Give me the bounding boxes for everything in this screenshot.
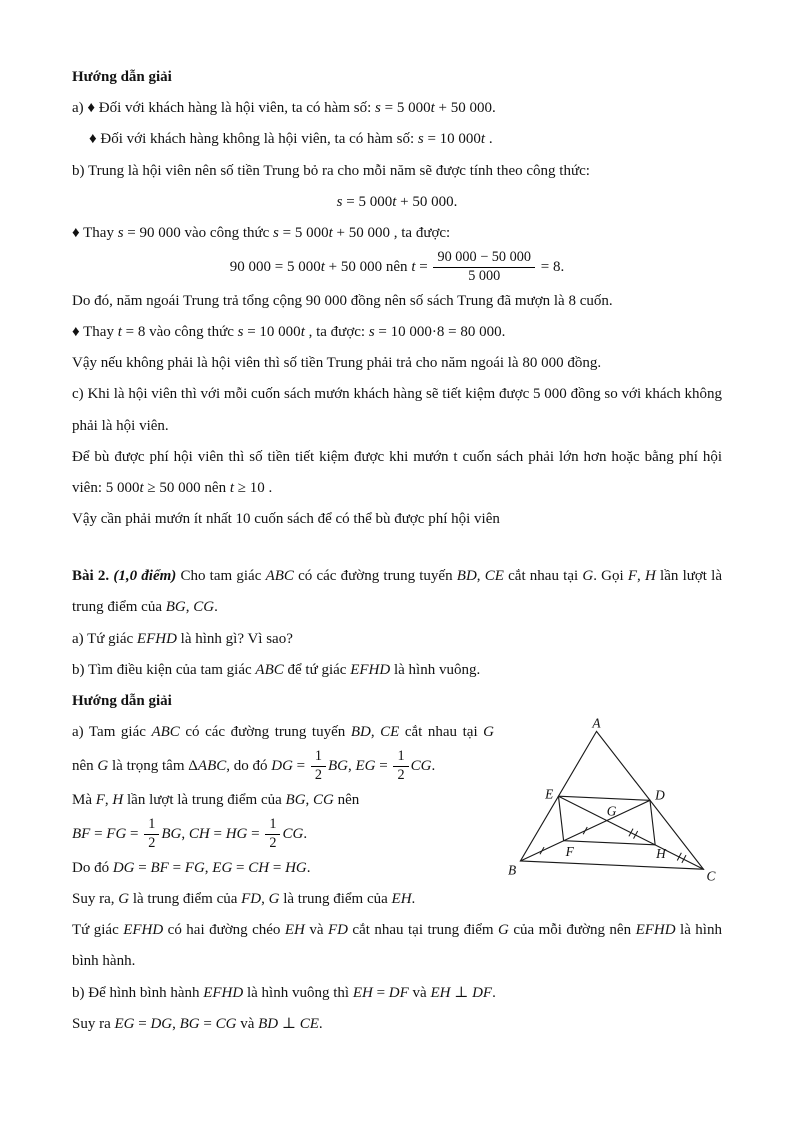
doc-paragraph: Vậy nếu không phải là hội viên thì số tiền Trung phải trả cho năm ngoái là 80 000 đồng. xyxy=(72,355,602,372)
formula-line: 90 000 = 5 000t + 50 000 nên t = $\frac{90 000 - 50 000}{5 000}$ = 8. xyxy=(229,249,565,284)
solution-heading-2: Hướng dẫn giải xyxy=(72,693,172,709)
doc-paragraph: Do đó DG = BF = FG, EG = CH = HG. xyxy=(72,859,311,876)
doc-paragraph: Để bù được phí hội viên thì số tiền tiết kiệm được khi mướn t cuốn sách phải lớn hơn hoặc bằng phí hội viên: 5 000t ≥ 50 000 nên t ≥ 10 . xyxy=(72,448,722,496)
segment-ef xyxy=(558,796,563,841)
doc-paragraph: Suy ra EG = DG, BG = CG và BD ⊥ CE. xyxy=(72,1015,323,1032)
segment-ed xyxy=(558,796,650,800)
doc-paragraph: b) Tìm điều kiện của tam giác ABC để tứ giác EFHD là hình vuông. xyxy=(72,661,481,678)
diagram-label-h: H xyxy=(656,846,666,862)
doc-paragraph: Do đó, năm ngoái Trung trả tổng cộng 90 000 đồng nên số sách Trung đã mượn là 8 cuốn. xyxy=(72,292,613,309)
doc-paragraph: Vậy cần phải mướn ít nhất 10 cuốn sách để có thể bù được phí hội viên xyxy=(72,511,500,528)
doc-paragraph: a) ♦ Đối với khách hàng là hội viên, ta có hàm số: s = 5 000t + 50 000. xyxy=(72,100,496,117)
diagram-label-a: A xyxy=(592,717,601,731)
segment-hd xyxy=(650,800,655,845)
diagram-label-f: F xyxy=(565,844,574,860)
solution-heading-1: Hướng dẫn giải xyxy=(72,69,172,85)
doc-paragraph: ♦ Đối với khách hàng không là hội viên, ta có hàm số: s = 10 000t . xyxy=(89,131,493,148)
doc-paragraph: a) Tam giác ABC có các đường trung tuyến BD, CE cắt nhau tại G nên G là trọng tâm ΔABC, do đó DG = $\frac{1}{2}$ BG, EG = $\frac{1}{2}$ CG. xyxy=(72,724,495,784)
formula-line: s = 5 000t + 50 000. xyxy=(336,193,458,210)
doc-paragraph: Mà F, H lần lượt là trung điểm của BG, CG nên xyxy=(72,792,360,808)
doc-paragraph: Tứ giác EFHD có hai đường chéo EH và FD cắt nhau tại trung điểm G của mỗi đường nên EFHD là hình bình hành. xyxy=(72,922,722,970)
diagram-label-b: B xyxy=(508,862,517,878)
diagram-label-e: E xyxy=(545,786,554,802)
doc-paragraph: BF = FG = $\frac{1}{2}$ BG, CH = HG = $\frac{1}{2}$ CG. xyxy=(72,816,308,851)
problem-2-statement: Bài 2. (1,0 điểm) Cho tam giác ABC có các đường trung tuyến BD, CE cắt nhau tại G. Gọi F, H lần lượt là trung điểm của BG, CG. xyxy=(72,568,722,616)
doc-paragraph: c) Khi là hội viên thì với mỗi cuốn sách mướn khách hàng sẽ tiết kiệm được 5 000 đồng so với khách không phải là hội viên. xyxy=(72,386,722,434)
segment-fh xyxy=(564,841,656,845)
tick-fg xyxy=(583,827,587,834)
diagram-label-g: G xyxy=(606,803,617,819)
doc-paragraph: ♦ Thay s = 90 000 vào công thức s = 5 000t + 50 000 , ta được: xyxy=(72,224,451,241)
doc-paragraph: Suy ra, G là trung điểm của FD, G là trung điểm của EH. xyxy=(72,891,416,907)
diagram-label-d: D xyxy=(655,787,665,803)
triangle-diagram xyxy=(506,717,722,886)
doc-paragraph: ♦ Thay t = 8 vào công thức s = 10 000t , ta được: s = 10 000·8 = 80 000. xyxy=(72,323,506,340)
triangle-figure xyxy=(506,717,722,886)
doc-paragraph: b) Để hình bình hành EFHD là hình vuông thì EH = DF và EH ⊥ DF. xyxy=(72,984,496,1001)
diagram-label-c: C xyxy=(706,868,716,884)
doc-paragraph: b) Trung là hội viên nên số tiền Trung bỏ ra cho mỗi năm sẽ được tính theo công thức: xyxy=(72,162,590,179)
doc-paragraph: a) Tứ giác EFHD là hình gì? Vì sao? xyxy=(72,630,293,647)
